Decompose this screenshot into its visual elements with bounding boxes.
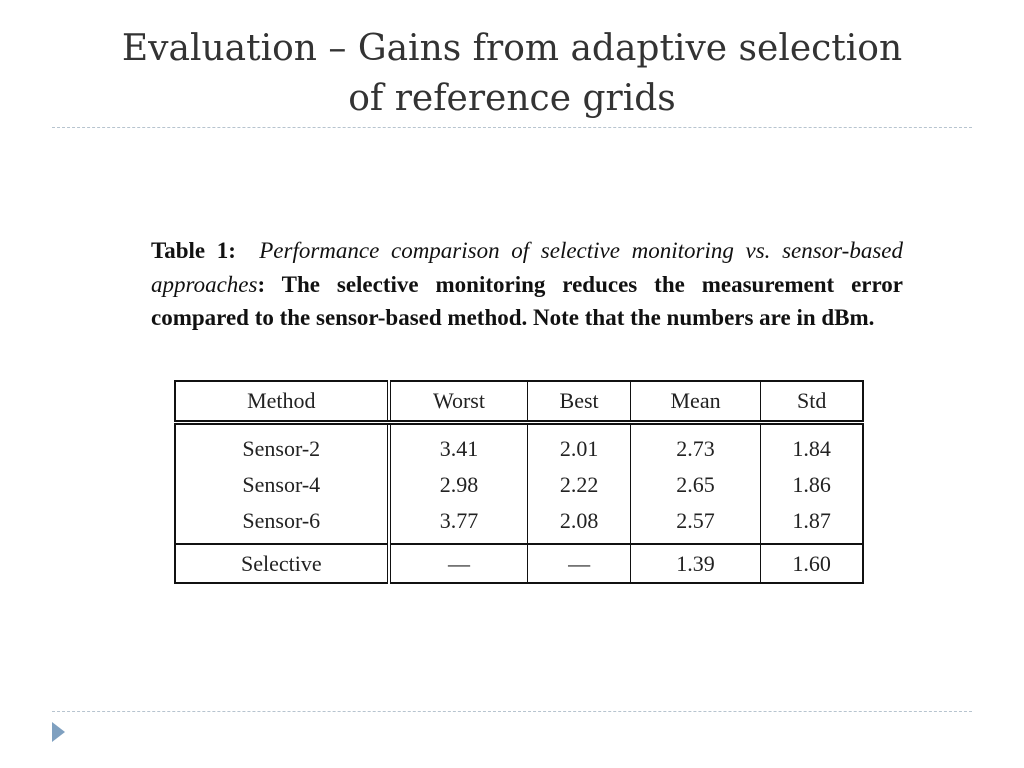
caption-italic-text: Performance comparison of selective monitoring vs. sensor-based approaches xyxy=(151,238,903,297)
table-summary-row xyxy=(175,544,863,583)
results-table xyxy=(174,380,864,584)
table-caption xyxy=(151,234,903,335)
cell-std: 1.84 xyxy=(761,423,863,468)
table-row xyxy=(175,423,863,468)
cell-mean: 2.73 xyxy=(630,423,760,468)
triangle-right-icon xyxy=(52,722,65,742)
cell-method: Selective xyxy=(175,544,389,583)
footer-divider xyxy=(52,711,972,712)
table-row xyxy=(175,467,863,503)
cell-worst: 2.98 xyxy=(439,472,479,497)
cell-best: 2.01 xyxy=(528,423,630,468)
table-row xyxy=(175,503,863,544)
cell-mean: 2.57 xyxy=(630,503,760,544)
header-std: Std xyxy=(761,381,863,423)
slide-title xyxy=(30,24,994,124)
header-worst: Worst xyxy=(389,381,528,423)
cell-std: 1.87 xyxy=(761,503,863,544)
cell-method: Sensor-6 xyxy=(175,503,389,544)
slide-title-line-1: Evaluation – Gains from adaptive selection xyxy=(121,28,903,69)
slide-title-line-2: of reference grids xyxy=(348,78,676,119)
cell-worst: 3.41 xyxy=(439,436,479,461)
cell-method: Sensor-4 xyxy=(175,467,389,503)
title-divider xyxy=(52,127,972,128)
cell-std: 1.86 xyxy=(761,467,863,503)
cell-best: 2.22 xyxy=(528,467,630,503)
cell-worst: — xyxy=(389,544,528,583)
caption-body-text: : The selective monitoring reduces the measurement error compared to the sensor-based method. Note that the numbers are in dBm. xyxy=(151,271,903,330)
cell-worst: 3.77 xyxy=(439,508,479,533)
header-method: Method xyxy=(175,381,389,423)
cell-best: 2.08 xyxy=(528,503,630,544)
table-header-row xyxy=(175,381,863,423)
header-mean: Mean xyxy=(630,381,760,423)
cell-std: 1.60 xyxy=(761,544,863,583)
cell-mean: 1.39 xyxy=(630,544,760,583)
header-best: Best xyxy=(528,381,630,423)
caption-label: Table 1: xyxy=(151,238,236,263)
cell-best: — xyxy=(528,544,630,583)
cell-mean: 2.65 xyxy=(630,467,760,503)
cell-method: Sensor-2 xyxy=(175,423,389,468)
